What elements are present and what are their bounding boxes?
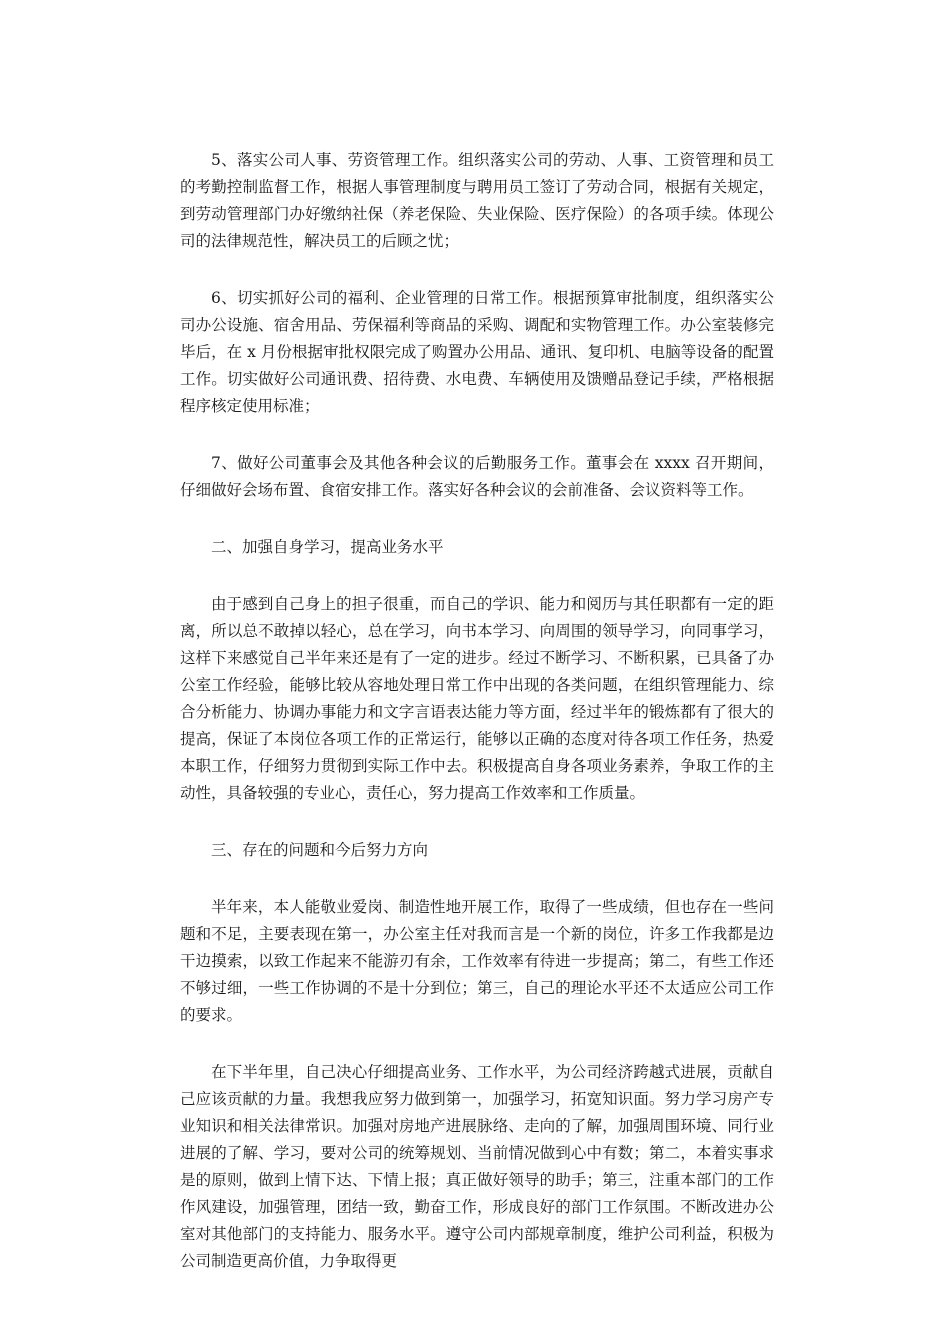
section-heading-3: 三、存在的问题和今后努力方向 <box>211 841 429 859</box>
paragraph-item-7: 7、做好公司董事会及其他各种会议的后勤服务工作。董事会在 xxxx 召开期间，仔细做好会场布置、食宿安排工作。落实好各种会议的会前准备、会议资料等工作。 <box>180 454 774 499</box>
section-3-paragraph-1: 半年来，本人能敬业爱岗、制造性地开展工作，取得了一些成绩，但也存在一些问题和不足，主要表现在第一，办公室主任对我而言是一个新的岗位，许多工作我都是边干边摸索，以致工作起来不能游刃有余，工作效率有待进一步提高；第二，有些工作还不够过细，一些工作协调的不是十分到位；第三，自己的理论水平还不太适应公司工作的要求。 <box>180 898 774 1024</box>
document-body <box>180 147 774 1275</box>
section-3-paragraph-2: 在下半年里，自己决心仔细提高业务、工作水平，为公司经济跨越式进展，贡献自己应该贡献的力量。我想我应努力做到第一，加强学习，拓宽知识面。努力学习房产专业知识和相关法律常识。加强对房地产进展脉络、走向的了解，加强周围环境、同行业进展的了解、学习，要对公司的统筹规划、当前情况做到心中有数；第二，本着实事求是的原则，做到上情下达、下情上报；真正做好领导的助手；第三，注重本部门的工作作风建设，加强管理，团结一致，勤奋工作，形成良好的部门工作氛围。不断改进办公室对其他部门的支持能力、服务水平。遵守公司内部规章制度，维护公司利益，积极为公司制造更高价值，力争取得更 <box>180 1063 774 1270</box>
section-heading-2: 二、加强自身学习，提高业务水平 <box>211 538 444 556</box>
section-2-paragraph: 由于感到自己身上的担子很重，而自己的学识、能力和阅历与其任职都有一定的距离，所以总不敢掉以轻心，总在学习，向书本学习、向周围的领导学习，向同事学习，这样下来感觉自己半年来还是有了一定的进步。经过不断学习、不断积累，已具备了办公室工作经验，能够比较从容地处理日常工作中出现的各类问题，在组织管理能力、综合分析能力、协调办事能力和文字言语表达能力等方面，经过半年的锻炼都有了很大的提高，保证了本岗位各项工作的正常运行，能够以正确的态度对待各项工作任务，热爱本职工作，仔细努力贯彻到实际工作中去。积极提高自身各项业务素养，争取工作的主动性，具备较强的专业心，责任心，努力提高工作效率和工作质量。 <box>180 595 774 802</box>
paragraph-item-6: 6、切实抓好公司的福利、企业管理的日常工作。根据预算审批制度，组织落实公司办公设施、宿舍用品、劳保福利等商品的采购、调配和实物管理工作。办公室装修完毕后，在 x 月份根据审批权限完成了购置办公用品、通讯、复印机、电脑等设备的配置工作。切实做好公司通讯费、招待费、水电费、车辆使用及馈赠品登记手续，严格根据程序核定使用标准； <box>180 289 774 415</box>
paragraph-item-5: 5、落实公司人事、劳资管理工作。组织落实公司的劳动、人事、工资管理和员工的考勤控制监督工作，根据人事管理制度与聘用员工签订了劳动合同，根据有关规定，到劳动管理部门办好缴纳社保（养老保险、失业保险、医疗保险）的各项手续。体现公司的法律规范性，解决员工的后顾之忧； <box>180 151 774 250</box>
